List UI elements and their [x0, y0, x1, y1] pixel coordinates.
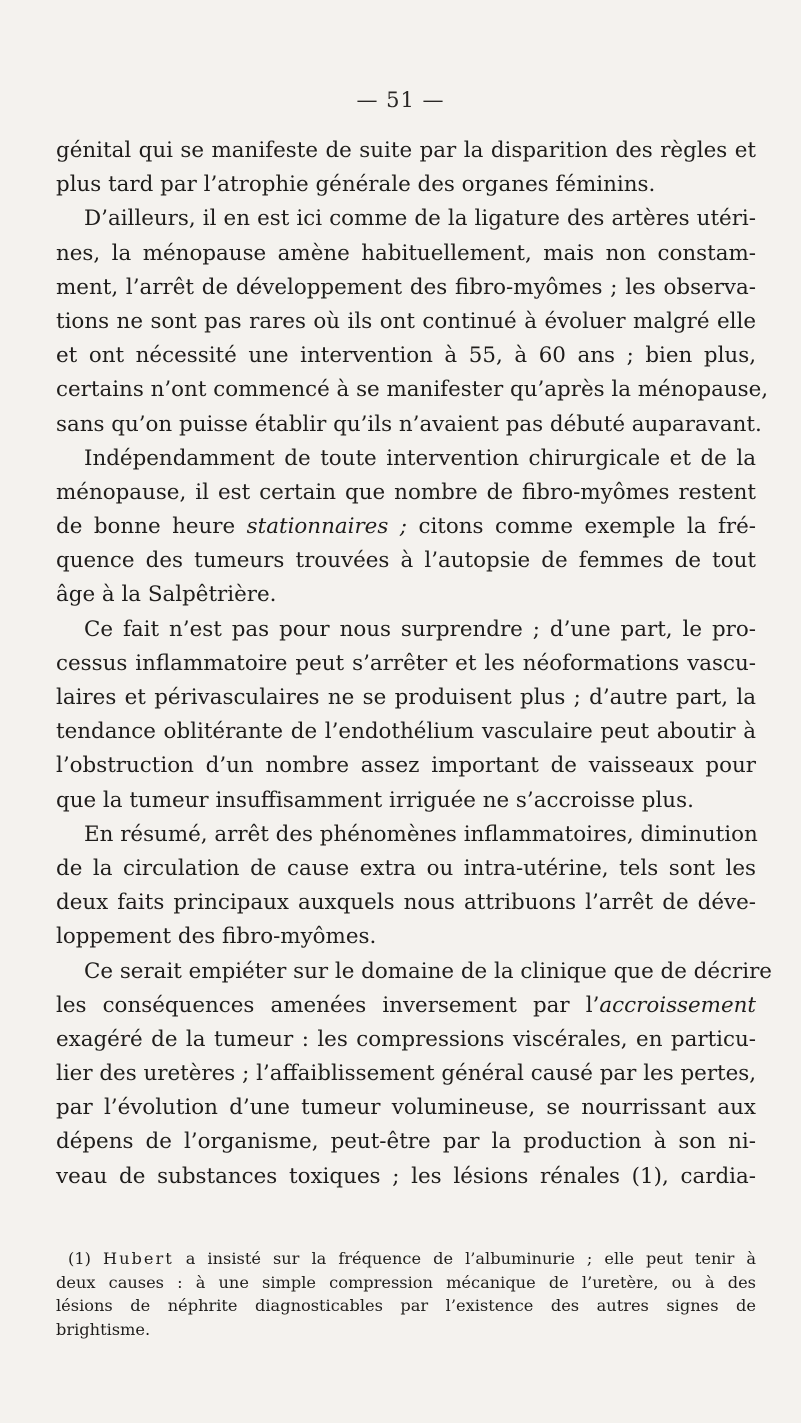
text-line: Ce serait empiéter sur le domaine de la clinique que de décrire — [84, 958, 772, 984]
italic-term: stationnaires ; — [246, 514, 407, 540]
text-line: tendance oblitérante de l’endothélium vasculaire peut aboutir à — [56, 719, 756, 745]
text-line: âge à la Salpêtrière. — [56, 582, 277, 608]
text-line: par l’évolution d’une tumeur volumineuse, se nourrissant aux — [56, 1095, 756, 1121]
page-number: — 51 — — [356, 88, 445, 112]
text-line: exagéré de la tumeur : les compressions viscérales, en particu- — [56, 1026, 756, 1052]
text-line: nes, la ménopause amène habituellement, mais non constam- — [56, 240, 756, 266]
text-line: En résumé, arrêt des phénomènes inflammatoires, diminution — [84, 821, 758, 847]
text-line: ment, l’arrêt de développement des fibro-myômes ; les observa- — [56, 274, 756, 300]
text-line — [56, 510, 756, 544]
text-line: l’obstruction d’un nombre assez important de vaisseaux pour — [56, 753, 756, 779]
text-line: génital qui se manifeste de suite par la disparition des règles et — [56, 138, 756, 163]
text-line: de la circulation de cause extra ou intra-utérine, tels sont les — [56, 855, 756, 881]
footnote-line — [56, 1247, 756, 1271]
text-line: loppement des fibro-myômes. — [56, 924, 377, 950]
text-line: tions ne sont pas rares où ils ont continué à évoluer malgré elle — [56, 308, 756, 334]
footnote — [56, 1247, 756, 1341]
text-line: lier des uretères ; l’affaiblissement général causé par les pertes, — [56, 1061, 757, 1087]
footnote-line: deux causes : à une simple compression mécanique de l’uretère, ou à des — [56, 1272, 756, 1292]
text-line: et ont nécessité une intervention à 55, à 60 ans ; bien plus, — [56, 343, 756, 369]
text-line: quence des tumeurs trouvées à l’autopsie de femmes de tout — [56, 548, 756, 574]
footnote-line: brightisme. — [56, 1319, 151, 1339]
text-line: que la tumeur insuffisamment irriguée ne s’accroisse plus. — [56, 787, 694, 813]
line-segment: les conséquences amenées inversement par l’ — [56, 992, 600, 1018]
text-line: certains n’ont commencé à se manifester qu’après la ménopause, — [56, 377, 769, 403]
author-name: Hubert — [102, 1249, 174, 1268]
text-line: veau de substances toxiques ; les lésions rénales (1), cardia- — [56, 1163, 756, 1189]
text-line: sans qu’on puisse établir qu’ils n’avaient pas débuté auparavant. — [56, 411, 762, 437]
footnote-line: lésions de néphrite diagnosticables par l’existence des autres signes de — [56, 1296, 756, 1315]
line-segment: citons comme exemple la fré- — [407, 514, 756, 540]
text-line: cessus inflammatoire peut s’arrêter et les néoformations vascu- — [56, 650, 756, 676]
text-line — [56, 989, 756, 1023]
text-line: ménopause, il est certain que nombre de fibro-myômes restent — [56, 479, 756, 505]
text-line: dépens de l’organisme, peut-être par la production à son ni- — [56, 1129, 756, 1155]
footnote-marker: (1) — [68, 1249, 103, 1268]
line-segment: a insisté sur la fréquence de l’albuminurie ; elle peut tenir à — [173, 1249, 756, 1268]
body-text — [56, 134, 772, 1194]
text-line: plus tard par l’atrophie générale des organes féminins. — [56, 172, 656, 198]
italic-term: accroissement — [599, 992, 756, 1018]
text-line: D’ailleurs, il en est ici comme de la ligature des artères utéri- — [84, 206, 756, 232]
text-line: deux faits principaux auxquels nous attribuons l’arrêt de déve- — [56, 890, 756, 916]
text-line: laires et périvasculaires ne se produisent plus ; d’autre part, la — [56, 685, 756, 710]
line-segment: de bonne heure — [56, 514, 247, 540]
text-line: Ce fait n’est pas pour nous surprendre ; d’une part, le pro- — [84, 616, 756, 642]
text-line: Indépendamment de toute intervention chirurgicale et de la — [84, 445, 756, 471]
